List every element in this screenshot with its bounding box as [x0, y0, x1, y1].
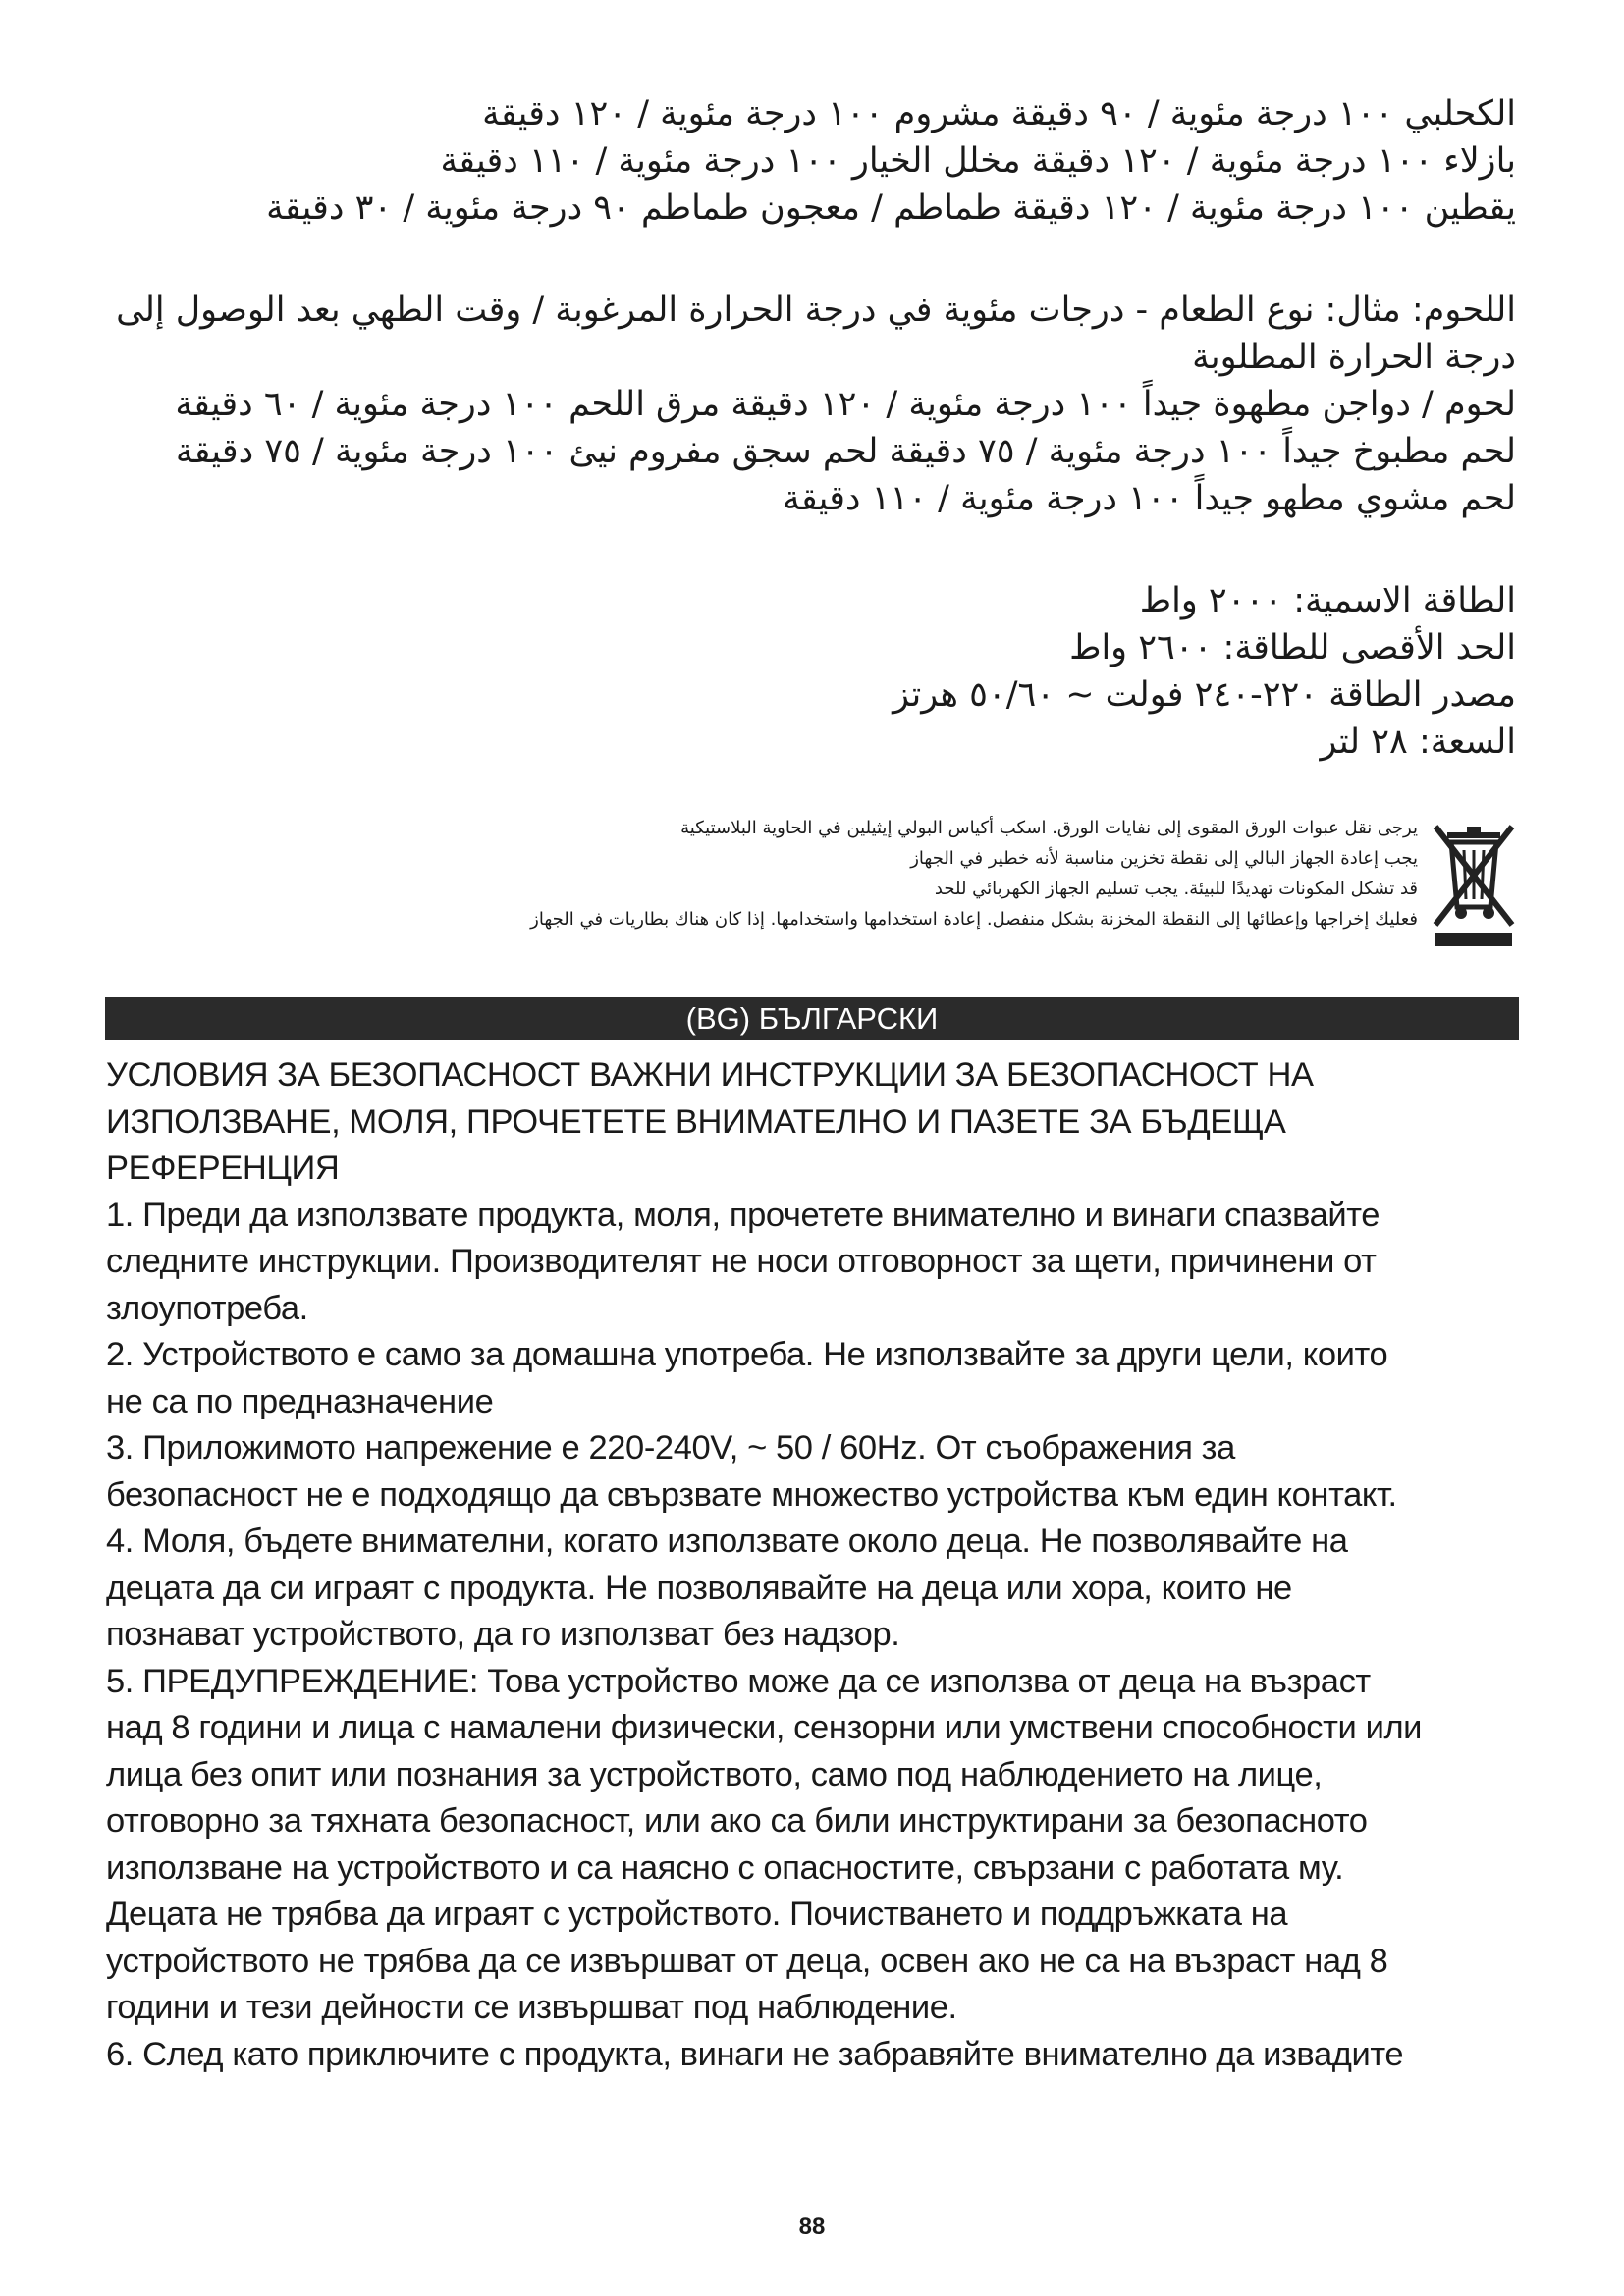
text-line: يرجى نقل عبوات الورق المقوى إلى نفايات الورق. اسكب أكياس البولي إيثيلين في الحاوية البلاستيكية	[680, 818, 1418, 838]
text-line: يجب إعادة الجهاز البالي إلى نقطة تخزين مناسبة لأنه خطير في الجهاز	[910, 848, 1418, 869]
text-line: 3. Приложимото напрежение е 220-240V, ~ 50 / 60Hz. От съображения за	[106, 1429, 1235, 1467]
text-line: устройството не трябва да се извършват от деца, освен ако не са на възраст над 8	[106, 1942, 1388, 1980]
text-line: УСЛОВИЯ ЗА БЕЗОПАСНОСТ ВАЖНИ ИНСТРУКЦИИ ЗА БЕЗОПАСНОСТ НА	[106, 1056, 1314, 1094]
text-line: لحوم / دواجن مطهوة جيداً ١٠٠ درجة مئوية / ١٢٠ دقيقة مرق اللحم ١٠٠ درجة مئوية / ٦٠ دقيقة	[175, 385, 1516, 424]
spec-capacity: السعة: ٢٨ لتر	[1320, 722, 1516, 762]
text-line: بازلاء ١٠٠ درجة مئوية / ١٢٠ دقيقة مخلل الخيار ١٠٠ درجة مئوية / ١١٠ دقيقة	[440, 141, 1516, 181]
text-line: следните инструкции. Производителят не носи отговорност за щети, причинени от	[106, 1243, 1377, 1280]
page-number: 88	[798, 2214, 826, 2240]
text-line: Децата не трябва да играят с устройството. Почистването и поддръжката на	[106, 1896, 1288, 1933]
text-line: لحم مشوي مطهو جيداً ١٠٠ درجة مئوية / ١١٠ دقيقة	[783, 479, 1516, 518]
text-line: 5. ПРЕДУПРЕЖДЕНИЕ: Това устройство може да се използва от деца на възраст	[106, 1662, 1371, 1700]
text-line: 6. След като приключите с продукта, винаги не забравяйте внимателно да извадите	[106, 2035, 1404, 2073]
spec-max-power: الحد الأقصى للطاقة: ٢٦٠٠ واط	[1069, 628, 1516, 667]
text-line: злоупотреба.	[106, 1289, 308, 1327]
text-line: يقطين ١٠٠ درجة مئوية / ١٢٠ دقيقة طماطم / معجون طماطم ٩٠ درجة مئوية / ٣٠ دقيقة	[266, 188, 1516, 228]
text-line: години и тези дейности се извършват под наблюдение.	[106, 1989, 957, 2026]
text-line: безопасност не е подходящо да свързвате множество устройства към един контакт.	[106, 1475, 1397, 1514]
recycling-text	[102, 813, 1418, 934]
arabic-meat-section	[102, 287, 1516, 522]
text-line: ИЗПОЛЗВАНЕ, МОЛЯ, ПРОЧЕТЕТЕ ВНИМАТЕЛНО И ПАЗЕТЕ ЗА БЪДЕЩА	[106, 1102, 1286, 1141]
spec-rated-power: الطاقة الاسمية: ٢٠٠٠ واط	[1139, 581, 1516, 620]
text-line: 1. Преди да използвате продукта, моля, прочетете внимателно и винаги спазвайте	[106, 1196, 1380, 1234]
text-line: درجة الحرارة المطلوبة	[1192, 338, 1516, 377]
text-line: قد تشكل المكونات تهديدًا للبيئة. يجب تسليم الجهاز الكهربائي للحد	[934, 879, 1418, 899]
text-line: لحم مطبوخ جيداً ١٠٠ درجة مئوية / ٧٥ دقيقة لحم سجق مفروم نيئ ١٠٠ درجة مئوية / ٧٥ دقيقة	[175, 432, 1516, 471]
text-line: децата да си играят с продукта. Не позволявайте на деца или хора, които не	[106, 1569, 1292, 1607]
arabic-specifications	[102, 577, 1516, 766]
text-line: РЕФЕРЕНЦИЯ	[106, 1149, 340, 1187]
crossed-out-wheelie-bin-icon	[1432, 823, 1516, 948]
text-line: الكحلبي ١٠٠ درجة مئوية / ٩٠ دقيقة مشروم ١٠٠ درجة مئوية / ١٢٠ دقيقة	[482, 94, 1516, 133]
recycling-notice	[102, 805, 1516, 962]
spec-power-supply: مصدر الطاقة ٢٢٠-٢٤٠ فولت ~ ٥٠/٦٠ هرتز	[893, 675, 1516, 715]
text-line: не са по предназначение	[106, 1382, 494, 1420]
text-line: отговорно за тяхната безопасност, или ако са били инструктирани за безопасното	[106, 1802, 1368, 1840]
text-line: فعليك إخراجها وإعطائها إلى النقطة المخزنة بشكل منفصل. إعادة استخدامها واستخدامها. إذا كان هناك بطاريات في الجهاز	[530, 909, 1418, 930]
text-line: над 8 години и лица с намалени физически, сензорни или умствени способности или	[106, 1709, 1423, 1746]
text-line: 4. Моля, бъдете внимателни, когато използвате около деца. Не позволявайте на	[106, 1522, 1348, 1560]
section-header-bulgarian: (BG) БЪЛГАРСКИ	[105, 997, 1519, 1040]
arabic-cooking-times	[102, 90, 1516, 232]
text-line: 2. Устройството е само за домашна употреба. Не използвайте за други цели, които	[106, 1336, 1388, 1373]
text-line: лица без опит или познания за устройството, само под наблюдението на лице,	[106, 1755, 1323, 1793]
text-line: اللحوم: مثال: نوع الطعام - درجات مئوية في درجة الحرارة المرغوبة / وقت الطهي بعد الوصول إلى	[116, 291, 1516, 330]
text-line: използване на устройството и са наясно с опасностите, свързани с работата му.	[106, 1848, 1344, 1887]
text-line: познават устройството, да го използват без надзор.	[106, 1616, 900, 1653]
bulgarian-safety-instructions	[106, 1052, 1530, 2078]
